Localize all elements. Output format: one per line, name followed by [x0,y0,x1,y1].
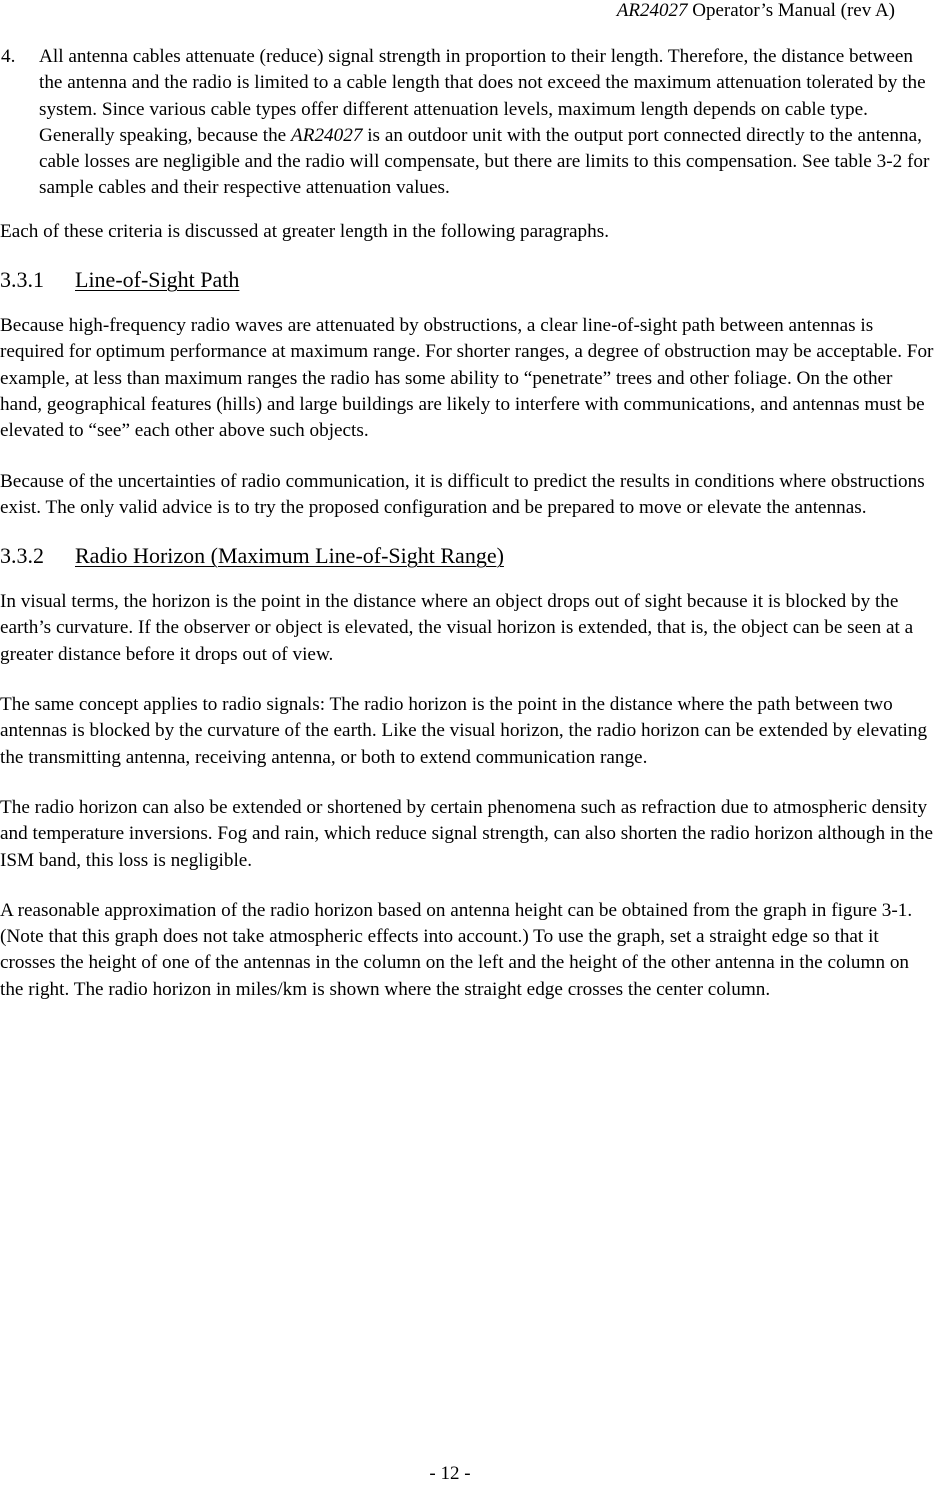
section-title: Radio Horizon (Maximum Line-of-Sight Range) [75,543,504,569]
header-title: Operator’s Manual (rev A) [687,0,895,21]
list-item-text [39,44,935,202]
paragraph-332-2: The same concept applies to radio signals: The radio horizon is the point in the distance where the path between two antennas is blocked by the curvature of the earth. Like the visual horizon, the radio horizon can be extended by elevating the transmitting antenna, receiving antenna, or both to extend communication range. [0,694,928,768]
list-item-text-after: is an outdoor unit with the output port connected directly to the antenna, cable losses are negligible and the radio will compensate, but there are limits to this compensation. See table 3-2 for sample cables and their respective attenuation values. [39,124,930,199]
page-content [0,44,935,1003]
list-item-model: AR24027 [291,124,363,146]
paragraph-332-1: In visual terms, the horizon is the point in the distance where an object drops out of sight because it is blocked by the earth’s curvature. If the observer or object is elevated, the visual horizon is extended, that is, the object can be seen at a greater distance before it drops out of view. [0,591,914,665]
list-item-number: 4. [1,46,16,67]
paragraph-331-1: Because high-frequency radio waves are attenuated by obstructions, a clear line-of-sight path between antennas is required for optimum performance at maximum range. For shorter ranges, a degree of obstruction may be acceptable. For example, at less than maximum ranges the radio has some ability to “penetrate” trees and other foliage. On the other hand, geographical features (hills) and large buildings are likely to interfere with communications, and antennas must be elevated to “see” each other above such objects. [0,315,934,442]
section-heading-331 [0,267,935,293]
paragraph-331-2: Because of the uncertainties of radio communication, it is difficult to predict the results in conditions where obstructions exist. The only valid advice is to try the proposed configuration and be prepared to move or elevate the antennas. [0,470,925,518]
section-number: 3.3.2 [0,543,44,569]
section-title: Line-of-Sight Path [75,267,240,293]
section-heading-332 [0,543,935,569]
running-header [617,0,895,24]
header-model: AR24027 [616,0,688,21]
list-item-4 [0,44,935,202]
paragraph-332-3: The radio horizon can also be extended or shortened by certain phenomena such as refraction due to atmospheric density and temperature inversions. Fog and rain, which reduce signal strength, can also shorten the radio horizon although in the ISM band, this loss is negligible. [0,796,934,871]
page-number: - 12 - [429,1463,471,1484]
list-item-text-before: All antenna cables attenuate (reduce) signal strength in proportion to their length. Therefore, the distance between the antenna and the radio is limited to a cable length that does not exceed the maximum attenuation tolerated by the system. Since various cable types offer different attenuation levels, maximum length depends on cable type. Generally speaking, because the [39,46,926,146]
section-number: 3.3.1 [0,267,44,293]
intro-paragraph: Each of these criteria is discussed at greater length in the following paragraphs. [0,220,609,242]
paragraph-332-4: A reasonable approximation of the radio horizon based on antenna height can be obtained from the graph in figure 3-1. (Note that this graph does not take atmospheric effects into account.) To use the graph, set a straight edge so that it crosses the height of one of the antennas in the column on the left and the height of the other antenna in the column on the right. The radio horizon in miles/km is shown where the straight edge crosses the center column. [0,899,913,1000]
